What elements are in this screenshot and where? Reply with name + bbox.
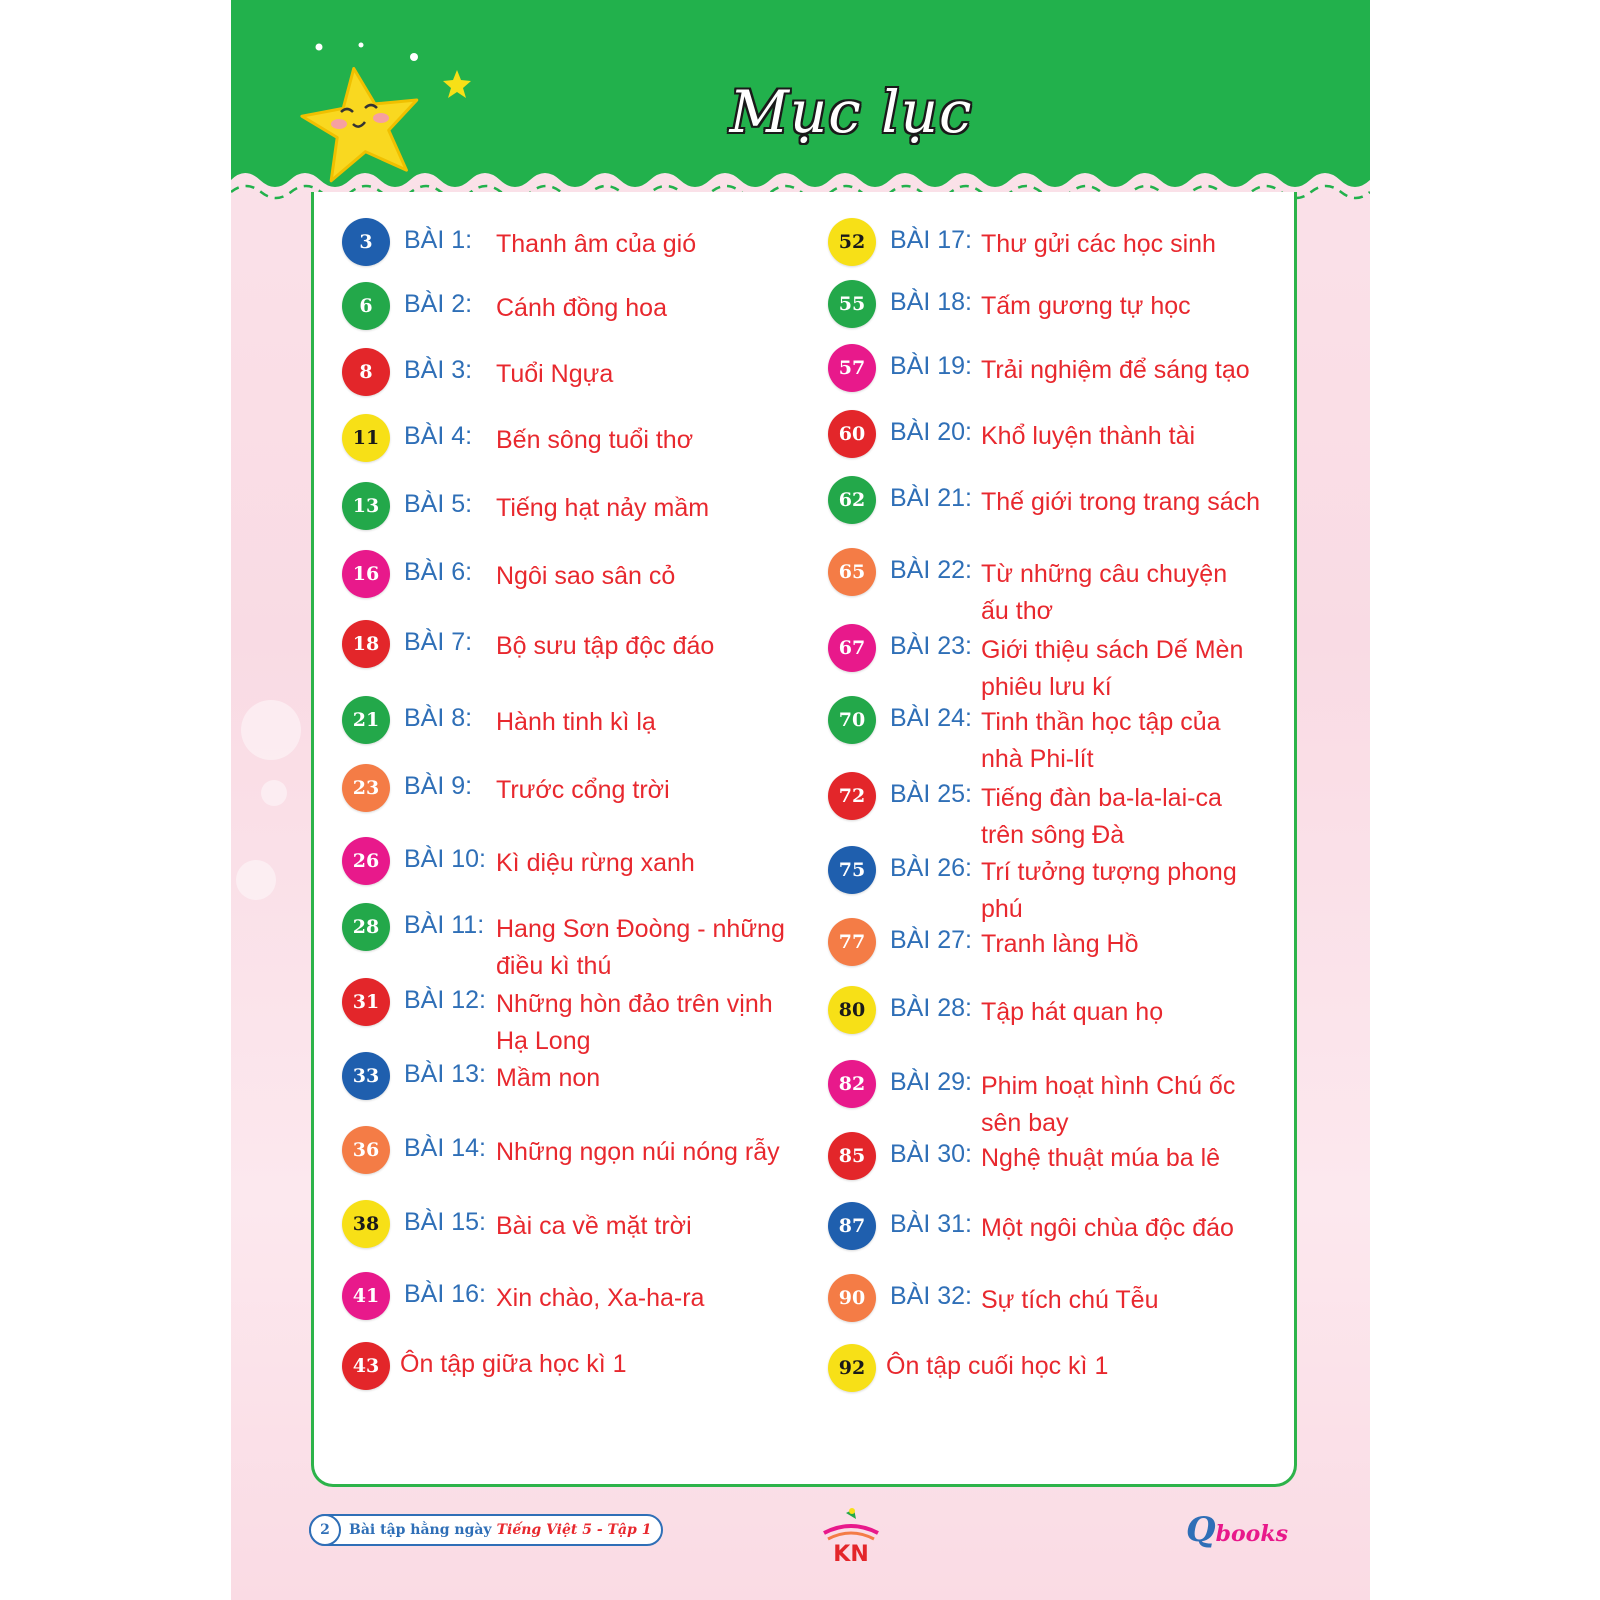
toc-entry bbox=[342, 282, 802, 342]
toc-entry bbox=[828, 1132, 1288, 1192]
toc-entry bbox=[342, 550, 802, 610]
lesson-number: BÀI 5: bbox=[404, 490, 473, 518]
lesson-number: BÀI 15: bbox=[404, 1208, 486, 1236]
toc-entry bbox=[342, 482, 802, 542]
page-number-badge: 28 bbox=[342, 903, 390, 951]
book-prefix: Bài tập hằng ngày bbox=[349, 1522, 492, 1538]
page-number-badge: 87 bbox=[828, 1202, 876, 1250]
toc-entry bbox=[828, 624, 1288, 701]
page-number-badge: 36 bbox=[342, 1126, 390, 1174]
page-number: 2 bbox=[309, 1514, 341, 1546]
lesson-title: Sự tích chú Tễu bbox=[981, 1286, 1159, 1314]
lesson-title: Bộ sưu tập độc đáo bbox=[496, 632, 715, 660]
toc-entry bbox=[828, 548, 1288, 625]
lesson-number: BÀI 26: bbox=[890, 854, 972, 882]
lesson-title: Một ngôi chùa độc đáo bbox=[981, 1214, 1234, 1242]
toc-entry bbox=[342, 218, 802, 278]
background-splash bbox=[241, 700, 301, 760]
page bbox=[231, 0, 1370, 1600]
lesson-number: BÀI 10: bbox=[404, 845, 486, 873]
lesson-title: Tiếng hạt nảy mầm bbox=[496, 494, 710, 522]
toc-entry bbox=[342, 1052, 802, 1112]
lesson-title: Giới thiệu sách Dế Mèn phiêu lưu kí bbox=[981, 636, 1244, 701]
lesson-number: BÀI 11: bbox=[404, 911, 485, 939]
page-number-badge: 31 bbox=[342, 978, 390, 1026]
toc-entry bbox=[342, 620, 802, 680]
lesson-number: BÀI 12: bbox=[404, 986, 486, 1014]
lesson-title: Những ngọn núi nóng rẫy bbox=[496, 1138, 780, 1166]
lesson-number: BÀI 19: bbox=[890, 352, 972, 380]
page-number-badge: 38 bbox=[342, 1200, 390, 1248]
lesson-number: BÀI 1: bbox=[404, 226, 473, 254]
lesson-title: Tấm gương tự học bbox=[981, 292, 1191, 320]
lesson-title: Trải nghiệm để sáng tạo bbox=[981, 356, 1250, 384]
lesson-number: BÀI 28: bbox=[890, 994, 972, 1022]
lesson-number: BÀI 9: bbox=[404, 772, 473, 800]
lesson-number: BÀI 3: bbox=[404, 356, 473, 384]
toc-entry bbox=[342, 414, 802, 474]
toc-entry bbox=[828, 696, 1288, 773]
toc-entry bbox=[828, 1202, 1288, 1262]
lesson-title: Ngôi sao sân cỏ bbox=[496, 562, 676, 590]
lesson-number: BÀI 21: bbox=[890, 484, 972, 512]
lesson-title: Xin chào, Xa-ha-ra bbox=[496, 1284, 705, 1312]
toc-entry bbox=[828, 846, 1288, 923]
lesson-number: BÀI 22: bbox=[890, 556, 972, 584]
page-number-badge: 60 bbox=[828, 410, 876, 458]
lesson-number: BÀI 20: bbox=[890, 418, 972, 446]
toc-entry bbox=[342, 1272, 802, 1332]
lesson-title: Tập hát quan họ bbox=[981, 998, 1164, 1026]
kn-logo bbox=[816, 1505, 886, 1565]
footer-book-title bbox=[309, 1514, 663, 1546]
lesson-number: BÀI 13: bbox=[404, 1060, 486, 1088]
page-number-badge: 18 bbox=[342, 620, 390, 668]
toc-entry bbox=[342, 1200, 802, 1260]
page-number-badge: 16 bbox=[342, 550, 390, 598]
toc-entry bbox=[342, 764, 802, 824]
qbooks-logo-rest: books bbox=[1215, 1521, 1288, 1547]
lesson-number: BÀI 32: bbox=[890, 1282, 972, 1310]
toc-entry bbox=[342, 978, 802, 1055]
contents-panel bbox=[311, 192, 1297, 1487]
toc-entry bbox=[828, 1274, 1288, 1334]
lesson-title: Nghệ thuật múa ba lê bbox=[981, 1144, 1221, 1172]
page-number-badge: 13 bbox=[342, 482, 390, 530]
lesson-number: BÀI 2: bbox=[404, 290, 473, 318]
lesson-number: BÀI 23: bbox=[890, 632, 972, 660]
page-number-badge: 33 bbox=[342, 1052, 390, 1100]
toc-entry bbox=[828, 1060, 1288, 1137]
lesson-title: Cánh đồng hoa bbox=[496, 294, 667, 322]
page-number-badge: 92 bbox=[828, 1344, 876, 1392]
page-number-badge: 90 bbox=[828, 1274, 876, 1322]
page-number-badge: 23 bbox=[342, 764, 390, 812]
page-number-badge: 65 bbox=[828, 548, 876, 596]
page-number-badge: 85 bbox=[828, 1132, 876, 1180]
page-number-badge: 55 bbox=[828, 280, 876, 328]
page-number-badge: 26 bbox=[342, 837, 390, 885]
page-number-badge: 3 bbox=[342, 218, 390, 266]
lesson-number: BÀI 30: bbox=[890, 1140, 972, 1168]
lesson-title: Thanh âm của gió bbox=[496, 230, 697, 258]
page-number-badge: 11 bbox=[342, 414, 390, 462]
page-number-badge: 62 bbox=[828, 476, 876, 524]
lesson-title: Tuổi Ngựa bbox=[496, 360, 614, 388]
page-number-badge: 8 bbox=[342, 348, 390, 396]
lesson-title: Hành tinh kì lạ bbox=[496, 708, 656, 736]
toc-entry bbox=[828, 280, 1288, 340]
lesson-title: Thế giới trong trang sách bbox=[981, 488, 1261, 516]
page-number-badge: 57 bbox=[828, 344, 876, 392]
lesson-title: Bến sông tuổi thơ bbox=[496, 426, 694, 454]
page-number-badge: 82 bbox=[828, 1060, 876, 1108]
lesson-title: Tinh thần học tập của nhà Phi-lít bbox=[981, 708, 1221, 773]
toc-entry bbox=[342, 903, 802, 980]
lesson-number: BÀI 8: bbox=[404, 704, 473, 732]
lesson-title: Những hòn đảo trên vịnh Hạ Long bbox=[496, 990, 773, 1055]
lesson-number: BÀI 6: bbox=[404, 558, 473, 586]
lesson-title: Từ những câu chuyện ấu thơ bbox=[981, 560, 1228, 625]
lesson-title: Tranh làng Hồ bbox=[981, 930, 1139, 958]
lesson-number: BÀI 27: bbox=[890, 926, 972, 954]
toc-entry bbox=[828, 344, 1288, 404]
page-number-badge: 21 bbox=[342, 696, 390, 744]
lesson-title: Tiếng đàn ba-la-lai-ca trên sông Đà bbox=[981, 784, 1222, 849]
lesson-number: BÀI 4: bbox=[404, 422, 473, 450]
page-number-badge: 70 bbox=[828, 696, 876, 744]
page-number-badge: 77 bbox=[828, 918, 876, 966]
lesson-number: BÀI 17: bbox=[890, 226, 972, 254]
lesson-number: BÀI 31: bbox=[890, 1210, 972, 1238]
review-title: Ôn tập giữa học kì 1 bbox=[400, 1350, 627, 1378]
kn-logo-text: KN bbox=[833, 1542, 869, 1565]
toc-entry bbox=[342, 1126, 802, 1186]
qbooks-logo bbox=[1186, 1510, 1288, 1550]
review-title: Ôn tập cuối học kì 1 bbox=[886, 1352, 1109, 1380]
toc-entry bbox=[342, 1342, 802, 1402]
page-number-badge: 72 bbox=[828, 772, 876, 820]
book-subject: Tiếng Việt 5 - Tập 1 bbox=[496, 1522, 652, 1538]
lesson-title: Phim hoạt hình Chú ốc sên bay bbox=[981, 1072, 1236, 1137]
page-number-badge: 41 bbox=[342, 1272, 390, 1320]
toc-entry bbox=[342, 837, 802, 897]
page-number-badge: 52 bbox=[828, 218, 876, 266]
toc-entry bbox=[342, 348, 802, 408]
toc-entry bbox=[828, 1344, 1288, 1404]
lesson-number: BÀI 25: bbox=[890, 780, 972, 808]
page-number-badge: 75 bbox=[828, 846, 876, 894]
toc-entry bbox=[828, 410, 1288, 470]
lesson-number: BÀI 7: bbox=[404, 628, 473, 656]
lesson-number: BÀI 14: bbox=[404, 1134, 486, 1162]
page-number-badge: 80 bbox=[828, 986, 876, 1034]
lesson-number: BÀI 16: bbox=[404, 1280, 486, 1308]
qbooks-logo-q: Q bbox=[1186, 1510, 1216, 1550]
toc-entry bbox=[828, 918, 1288, 978]
lesson-title: Khổ luyện thành tài bbox=[981, 422, 1196, 450]
page-number-badge: 6 bbox=[342, 282, 390, 330]
toc-entry bbox=[828, 218, 1288, 278]
page-number-badge: 67 bbox=[828, 624, 876, 672]
background-splash bbox=[236, 860, 276, 900]
background-splash bbox=[261, 780, 287, 806]
lesson-title: Trí tưởng tượng phong phú bbox=[981, 858, 1237, 923]
lesson-title: Trước cổng trời bbox=[496, 776, 670, 804]
toc-entry bbox=[828, 476, 1288, 536]
lesson-number: BÀI 24: bbox=[890, 704, 972, 732]
lesson-number: BÀI 18: bbox=[890, 288, 972, 316]
lesson-title: Kì diệu rừng xanh bbox=[496, 849, 695, 877]
toc-entry bbox=[828, 772, 1288, 849]
lesson-title: Hang Sơn Đoòng - những điều kì thú bbox=[496, 915, 785, 980]
lesson-title: Thư gửi các học sinh bbox=[981, 230, 1216, 258]
toc-entry bbox=[828, 986, 1288, 1046]
lesson-title: Mầm non bbox=[496, 1064, 601, 1092]
page-title: Mục lục bbox=[729, 78, 973, 146]
lesson-title: Bài ca về mặt trời bbox=[496, 1212, 692, 1240]
toc-entry bbox=[342, 696, 802, 756]
lesson-number: BÀI 29: bbox=[890, 1068, 972, 1096]
page-number-badge: 43 bbox=[342, 1342, 390, 1390]
